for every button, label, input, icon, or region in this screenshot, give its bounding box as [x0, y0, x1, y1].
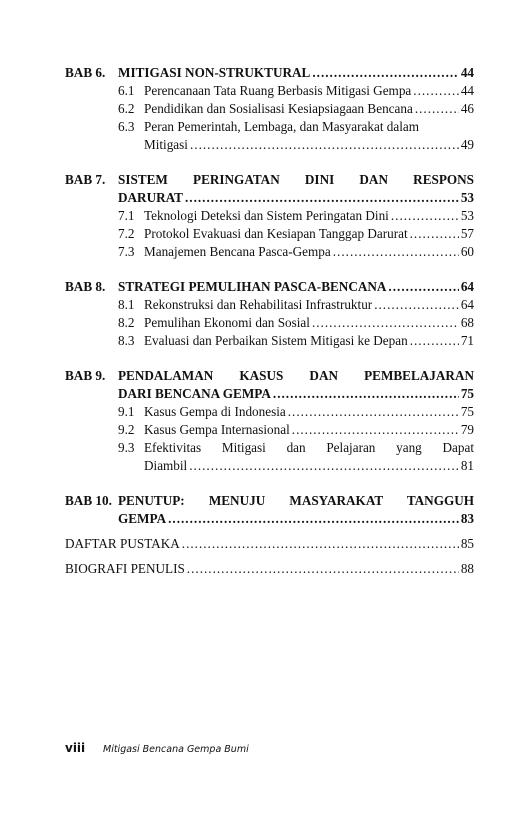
page-number: 85: [460, 536, 474, 551]
toc-chapter-10[interactable]: [65, 492, 474, 510]
chapter-number: BAB 9.: [65, 368, 106, 383]
chapter-title: PENDALAMAN KASUS DAN PEMBELAJARAN: [118, 368, 474, 383]
section-number: 9.1: [118, 404, 135, 419]
section-title-continued: Mitigasi: [144, 137, 188, 152]
page-number: 81: [460, 458, 474, 473]
toc-chapter-9-cont[interactable]: [65, 385, 474, 403]
section-number: 8.2: [118, 315, 135, 330]
dot-leader: [374, 296, 459, 314]
footer-page-number: viii: [65, 741, 86, 755]
section-title: Kasus Gempa di Indonesia: [144, 404, 286, 419]
chapter-title: PENUTUP: MENUJU MASYARAKAT TANGGUH: [118, 493, 474, 508]
dot-leader: [312, 314, 459, 332]
toc-section-6-2[interactable]: [65, 100, 474, 118]
dot-leader: [182, 535, 459, 553]
page-number: 57: [460, 226, 474, 241]
dot-leader: [185, 189, 459, 207]
toc-section-6-3[interactable]: [65, 118, 474, 136]
footer-book-title: Mitigasi Bencana Gempa Bumi: [103, 744, 249, 755]
section-number: 6.1: [118, 83, 135, 98]
dot-leader: [410, 332, 459, 350]
page-number: 46: [460, 101, 474, 116]
page-number: 64: [460, 297, 474, 312]
page-number: 53: [460, 190, 474, 205]
toc-section-9-3[interactable]: [65, 439, 474, 457]
dot-leader: [288, 403, 459, 421]
dot-leader: [333, 243, 459, 261]
section-title: Efektivitas Mitigasi dan Pelajaran yang Dapat: [144, 440, 474, 455]
entry-title: DAFTAR PUSTAKA: [65, 536, 180, 551]
chapter-number: BAB 6.: [65, 65, 106, 80]
page-number: 79: [460, 422, 474, 437]
toc-chapter-7[interactable]: [65, 171, 474, 189]
section-title: Perencanaan Tata Ruang Berbasis Mitigasi Gempa: [144, 83, 412, 98]
dot-leader: [189, 457, 459, 475]
page-number: 75: [460, 386, 474, 401]
section-title: Teknologi Deteksi dan Sistem Peringatan Dini: [144, 208, 389, 223]
dot-leader: [292, 421, 459, 439]
table-of-contents: [65, 64, 474, 578]
toc-section-7-1[interactable]: [65, 207, 474, 225]
toc-chapter-8[interactable]: [65, 278, 474, 296]
toc-chapter-10-cont[interactable]: [65, 510, 474, 528]
section-number: 6.3: [118, 119, 135, 134]
section-title: Pemulihan Ekonomi dan Sosial: [144, 315, 310, 330]
toc-section-8-1[interactable]: [65, 296, 474, 314]
chapter-number: BAB 8.: [65, 279, 106, 294]
chapter-title: MITIGASI NON-STRUKTURAL: [118, 65, 311, 80]
toc-chapter-6[interactable]: [65, 64, 474, 82]
chapter-number: BAB 10.: [65, 493, 112, 508]
toc-chapter-7-cont[interactable]: [65, 189, 474, 207]
section-number: 9.3: [118, 440, 135, 455]
section-number: 7.1: [118, 208, 135, 223]
toc-section-8-2[interactable]: [65, 314, 474, 332]
section-title: Kasus Gempa Internasional: [144, 422, 290, 437]
page-number: 83: [460, 511, 474, 526]
dot-leader: [273, 385, 459, 403]
page-number: 71: [460, 333, 474, 348]
toc-chapter-9[interactable]: [65, 367, 474, 385]
chapter-title: SISTEM PERINGATAN DINI DAN RESPONS: [118, 172, 474, 187]
page-number: 44: [460, 83, 474, 98]
section-title: Pendidikan dan Sosialisasi Kesiapsiagaan Bencana: [144, 101, 413, 116]
toc-section-9-2[interactable]: [65, 421, 474, 439]
page-number: 49: [460, 137, 474, 152]
chapter-title-continued: DARI BENCANA GEMPA: [118, 386, 271, 401]
page-number: 64: [460, 279, 474, 294]
dot-leader: [410, 225, 459, 243]
toc-biografi-penulis[interactable]: [65, 560, 474, 578]
section-title: Manajemen Bencana Pasca-Gempa: [144, 244, 331, 259]
chapter-title-continued: DARURAT: [118, 190, 183, 205]
toc-section-6-1[interactable]: [65, 82, 474, 100]
toc-section-7-2[interactable]: [65, 225, 474, 243]
dot-leader: [413, 82, 459, 100]
toc-section-6-3-cont[interactable]: [65, 136, 474, 154]
toc-section-9-3-cont[interactable]: [65, 457, 474, 475]
section-number: 9.2: [118, 422, 135, 437]
section-title: Evaluasi dan Perbaikan Sistem Mitigasi ke Depan: [144, 333, 408, 348]
toc-section-8-3[interactable]: [65, 332, 474, 350]
toc-daftar-pustaka[interactable]: [65, 535, 474, 553]
toc-section-7-3[interactable]: [65, 243, 474, 261]
dot-leader: [187, 560, 459, 578]
section-title: Peran Pemerintah, Lembaga, dan Masyarakat dalam: [144, 119, 419, 134]
page-number: 68: [460, 315, 474, 330]
chapter-number: BAB 7.: [65, 172, 106, 187]
section-number: 8.3: [118, 333, 135, 348]
dot-leader: [415, 100, 459, 118]
page-number: 53: [460, 208, 474, 223]
entry-title: BIOGRAFI PENULIS: [65, 561, 185, 576]
section-number: 7.3: [118, 244, 135, 259]
page-number: 88: [460, 561, 474, 576]
dot-leader: [391, 207, 459, 225]
page-number: 60: [460, 244, 474, 259]
page-number: 75: [460, 404, 474, 419]
section-title: Rekonstruksi dan Rehabilitasi Infrastruktur: [144, 297, 373, 312]
dot-leader: [388, 278, 458, 296]
section-number: 8.1: [118, 297, 135, 312]
chapter-title: STRATEGI PEMULIHAN PASCA-BENCANA: [118, 279, 387, 294]
chapter-title-continued: GEMPA: [118, 511, 167, 526]
section-title: Protokol Evakuasi dan Kesiapan Tanggap Darurat: [144, 226, 408, 241]
section-title-continued: Diambil: [144, 458, 188, 473]
section-number: 7.2: [118, 226, 135, 241]
dot-leader: [168, 510, 459, 528]
dot-leader: [312, 64, 458, 82]
section-number: 6.2: [118, 101, 135, 116]
dot-leader: [190, 136, 459, 154]
toc-section-9-1[interactable]: [65, 403, 474, 421]
page-number: 44: [460, 65, 474, 80]
page-footer: [65, 741, 249, 755]
